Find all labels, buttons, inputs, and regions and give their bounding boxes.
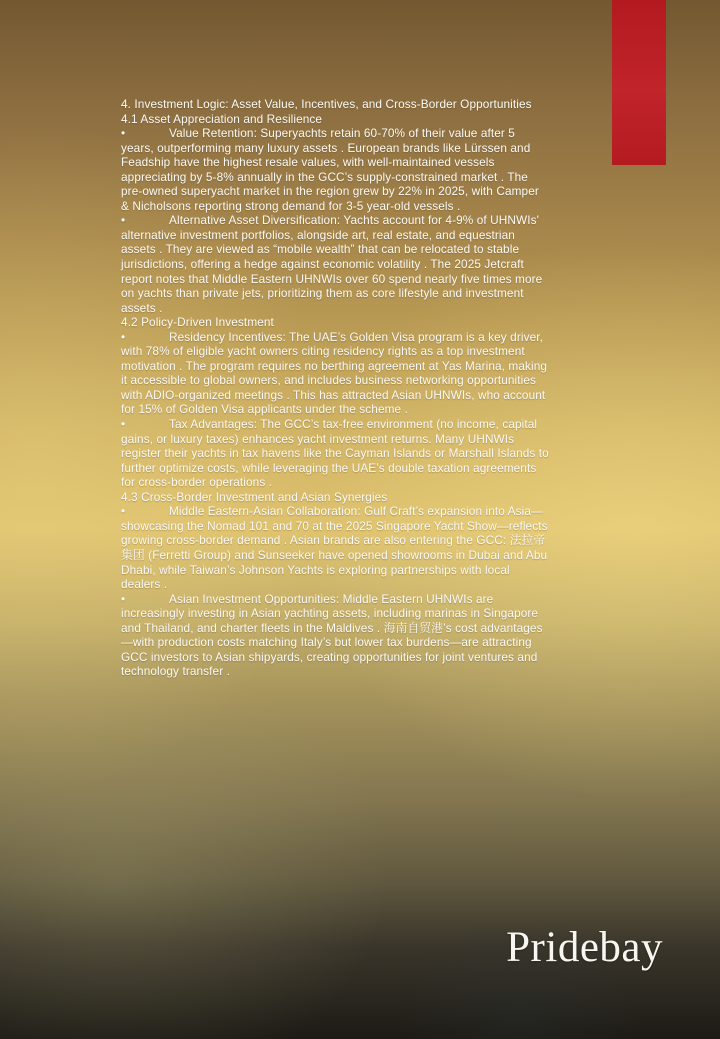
section-heading: 4. Investment Logic: Asset Value, Incentives, and Cross-Border Opportunities [121, 97, 532, 111]
bullet-paragraph [121, 417, 549, 490]
bullet-text: Asian Investment Opportunities: Middle Eastern UHNWIs are increasingly investing in Asian yachting assets, including marinas in Singapore and Thailand, and charter fleets in the Maldives . 海南自贸港’s cost advantages—with production costs matching Italy’s but lower tax burdens—are attracting GCC investors to Asian shipyards, creating opportunities for joint ventures and technology transfer . [121, 591, 543, 679]
content-block [121, 97, 549, 679]
bullet-marker: • [121, 213, 126, 228]
bullet-marker: • [121, 329, 126, 344]
bullet-paragraph [121, 213, 549, 315]
subsection-heading: 4.2 Policy-Driven Investment [121, 315, 274, 330]
bullet-text: Middle Eastern-Asian Collaboration: Gulf Craft’s expansion into Asia—showcasing the Nomad 101 and 70 at the 2025 Singapore Yacht Show—reflects growing cross-border demand . Asian brands are also entering the GCC: 法拉帝集团 (Ferretti Group) and Sunseeker have opened showrooms in Dubai and Abu Dhabi, while Taiwan’s Johnson Yachts is exploring partnerships with local dealers . [121, 504, 548, 592]
brand-logo: Pridebay [506, 924, 663, 971]
bullet-paragraph [121, 330, 549, 417]
bullet-text: Value Retention: Superyachts retain 60-70% of their value after 5 years, outperforming many luxury assets . European brands like Lürssen and Feadship have the highest resale values, with well-maintained vessels appreciating by 5-8% annually in the GCC’s supply-constrained market . The pre-owned superyacht market in the region grew by 22% in 2025, with Camper & Nicholsons reporting strong demand for 3-5 year-old vessels . [121, 126, 539, 213]
subsection-heading: 4.1 Asset Appreciation and Resilience [121, 111, 323, 126]
bullet-marker: • [121, 591, 126, 606]
bullet-marker: • [121, 126, 126, 141]
bullet-text: Tax Advantages: The GCC’s tax-free environment (no income, capital gains, or luxury taxes) enhances yacht investment returns. Many UHNWIs register their yachts in tax havens like the Cayman Islands or Marshall Islands to further optimize costs, while leveraging the UAE’s double taxation agreements for cross-border operations . [121, 417, 549, 490]
bullet-paragraph [121, 126, 549, 213]
bullet-marker: • [121, 504, 126, 519]
bullet-text: Alternative Asset Diversification: Yachts account for 4-9% of UHNWIs' alternative investment portfolios, alongside art, real estate, and equestrian assets . They are viewed as “mobile wealth” that can be relocated to stable jurisdictions, offering a hedge against economic volatility . The 2025 Jetcraft report notes that Middle Eastern UHNWIs over 60 spend nearly five times more on yachts than private jets, prioritizing them as core lifestyle and investment assets . [121, 213, 543, 315]
bullet-marker: • [121, 417, 126, 432]
subsection-heading: 4.3 Cross-Border Investment and Asian Synergies [121, 489, 388, 504]
red-ribbon-banner [612, 0, 666, 165]
bullet-text: Residency Incentives: The UAE’s Golden Visa program is a key driver, with 78% of eligible yacht owners citing residency rights as a top investment motivation . The program requires no berthing agreement at Yas Marina, making it accessible to global owners, and includes business networking opportunities with ADIO-organized meetings . This has attracted Asian UHNWIs, who account for 15% of Golden Visa applicants under the scheme . [121, 329, 548, 417]
bullet-paragraph [121, 592, 549, 679]
bullet-paragraph [121, 504, 549, 591]
